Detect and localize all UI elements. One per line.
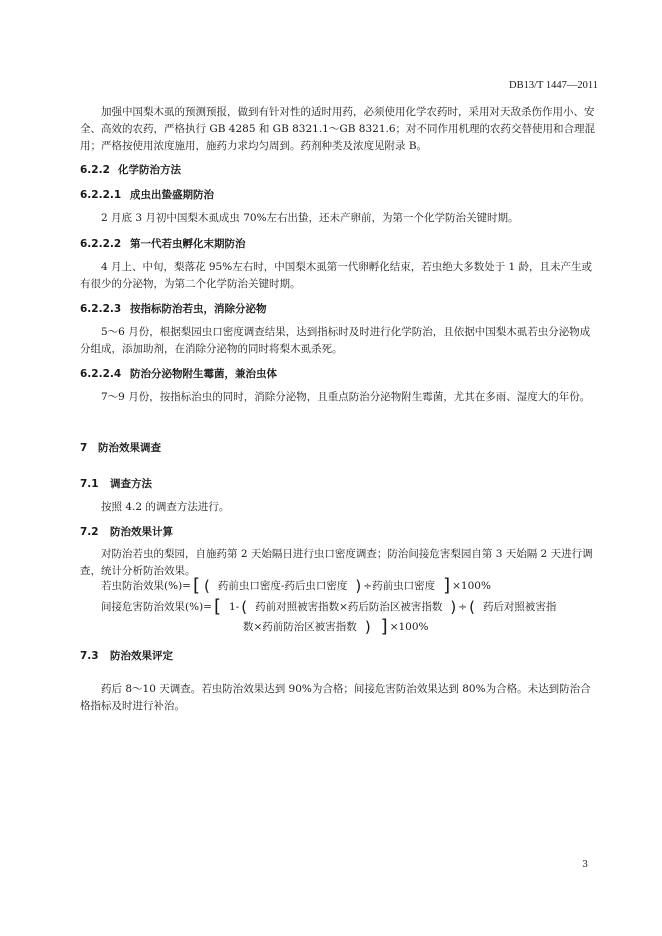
heading-number: 7	[80, 442, 88, 454]
paragraph-6-2-2-2: 4 月上、中旬，梨落花 95%左右时，中国梨木虱第一代卵孵化结束，若虫绝大多数处于 1 龄，且未产生或有很少的分泌物，为第二个化学防治关键时期。	[80, 261, 593, 290]
paren-open: (	[204, 576, 210, 595]
heading-title: 化学防治方法	[118, 164, 181, 176]
formula-label: 间接危害防治效果(%)=	[101, 601, 212, 613]
paragraph-7-2: 对防治若虫的梨园，自施药第 2 天始隔日进行虫口密度调查；防治间接危害梨园自第 3 天始隔 2 天进行调查，统计分析防治效果。	[80, 548, 593, 577]
document-id: DB13/T 1447—2011	[509, 80, 598, 91]
paren-close: )	[355, 576, 362, 595]
heading-6-2-2-3	[80, 301, 267, 316]
formula-part-b: 药后对照被害指	[482, 601, 557, 613]
formula-divisor: ÷药前虫口密度	[363, 580, 436, 592]
paragraph-6-2-2-4: 7～9 月份，按指标治虫的同时，消除分泌物，且重点防治分泌物附生霉菌，尤其在多雨、湿度大的年份。	[101, 391, 591, 403]
heading-number: 6.2.2.1	[80, 189, 122, 201]
bracket-open: [	[213, 595, 221, 617]
formula-part-b-cont: 数×药前防治区被害指数	[243, 621, 357, 633]
page-number: 3	[582, 860, 588, 870]
formula-indirect-efficacy-cont	[243, 615, 429, 637]
heading-title: 第一代若虫孵化末期防治	[130, 238, 246, 250]
heading-title: 成虫出蛰盛期防治	[130, 189, 214, 201]
bracket-open: [	[192, 574, 200, 596]
heading-number: 6.2.2.3	[80, 303, 122, 315]
formula-tail: ×100%	[389, 620, 429, 633]
heading-6-2-2-4	[80, 366, 277, 381]
heading-7-2	[80, 524, 173, 539]
heading-7	[80, 440, 161, 455]
formula-part-a: 药前对照被害指数×药后防治区被害指数	[255, 601, 443, 613]
heading-title: 防治分泌物附生霉菌，兼治虫体	[130, 368, 277, 380]
heading-number: 7.3	[80, 650, 99, 662]
paren-open: (	[241, 597, 248, 616]
paren-open: (	[469, 597, 475, 616]
heading-title: 防治效果评定	[110, 650, 173, 662]
formula-numerator: 药前虫口密度-药后虫口密度	[217, 580, 348, 592]
formula-tail: ×100%	[452, 579, 491, 592]
heading-7-1	[80, 476, 152, 491]
formula-one-minus: 1-	[229, 600, 240, 613]
heading-6-2-2-2	[80, 236, 246, 251]
paragraph-6-2-2-1: 2 月底 3 月初中国梨木虱成虫 70%左右出蛰，还未产卵前，为第一个化学防治关键时期。	[101, 212, 519, 224]
heading-title: 防治效果调查	[98, 442, 161, 454]
heading-title: 防治效果计算	[110, 526, 173, 538]
paren-close: )	[364, 617, 371, 636]
heading-7-3	[80, 648, 173, 663]
heading-number: 7.2	[80, 526, 99, 538]
paren-close: )	[450, 597, 457, 616]
heading-number: 6.2.2.2	[80, 238, 122, 250]
paragraph-7-1: 按照 4.2 的调查方法进行。	[101, 501, 230, 513]
heading-title: 调查方法	[110, 478, 152, 490]
bracket-close: ]	[380, 615, 388, 637]
paragraph-6-2-2-3: 5～6 月份，根据梨园虫口密度调查结果，达到指标时及时进行化学防治，且依据中国梨木虱若虫分泌物成分组成，添加助剂，在消除分泌物的同时将梨木虱杀死。	[80, 326, 591, 355]
heading-number: 6.2.2.4	[80, 368, 122, 380]
paragraph-7-3: 药后 8～10 天调查。若虫防治效果达到 90%为合格；间接危害防治效果达到 80%为合格。未达到防治合格指标及时进行补治。	[80, 683, 591, 712]
formula-larva-efficacy	[101, 574, 491, 596]
heading-6-2-2	[80, 162, 181, 177]
bracket-close: ]	[443, 574, 451, 596]
heading-number: 7.1	[80, 478, 99, 490]
heading-6-2-2-1	[80, 187, 214, 202]
heading-title: 按指标防治若虫，消除分泌物	[130, 303, 267, 315]
formula-indirect-efficacy	[101, 595, 557, 617]
formula-label: 若虫防治效果(%)=	[101, 580, 191, 592]
formula-divide: ÷	[458, 600, 468, 613]
heading-number: 6.2.2	[80, 164, 110, 176]
intro-paragraph: 加强中国梨木虱的预测预报，做到有针对性的适时用药，必须使用化学农药时，采用对天敌杀伤作用小、安全、高效的农药，严格执行 GB 4285 和 GB 8321.1～GB 8321.6；对不同作用机理的农药交替使用和合理混用；严格按使用浓度施用，施药力求均匀周到。药剂种类及浓度见附录 B。	[80, 106, 596, 152]
